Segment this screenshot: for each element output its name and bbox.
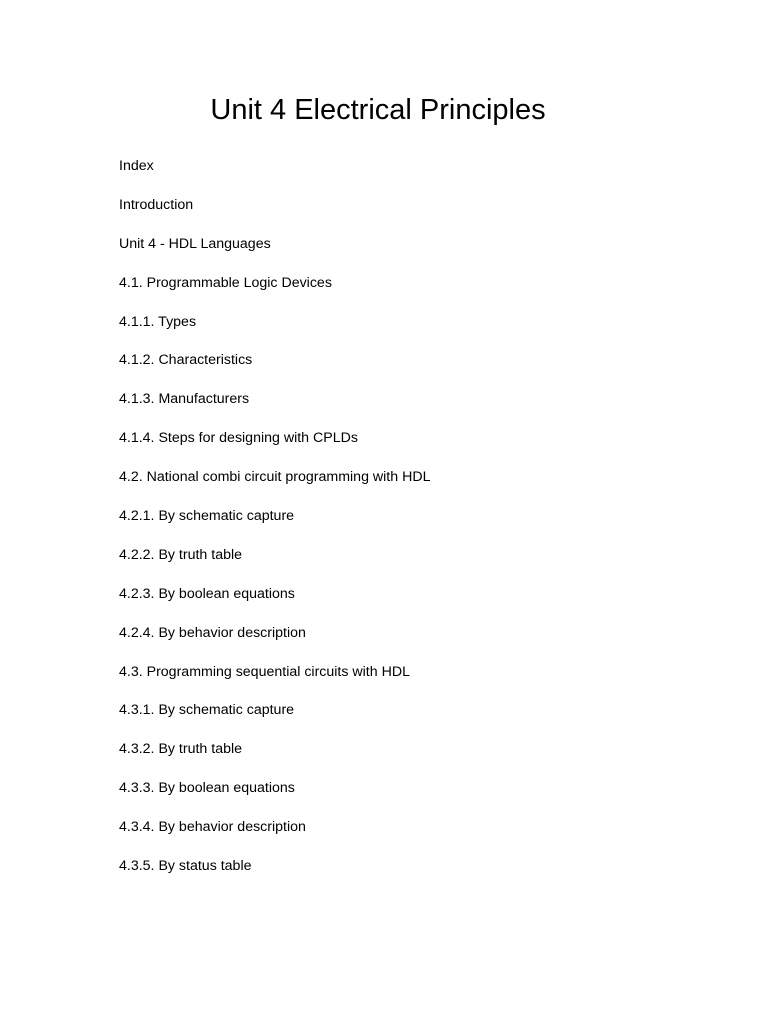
toc-item-4-1-4: 4.1.4. Steps for designing with CPLDs <box>119 430 358 447</box>
toc-item-4-3-1: 4.3.1. By schematic capture <box>119 702 295 719</box>
toc-item-4-1-3: 4.1.3. Manufacturers <box>119 391 250 408</box>
toc-item-4-1-1: 4.1.1. Types <box>119 313 197 330</box>
toc-item-introduction: Introduction <box>119 196 194 213</box>
toc-item-4-3-5: 4.3.5. By status table <box>119 858 252 875</box>
toc-item-4-2: 4.2. National combi circuit programming with HDL <box>119 469 431 486</box>
document-title: Unit 4 Electrical Principles <box>210 94 546 126</box>
toc-item-4-3-2: 4.3.2. By truth table <box>119 741 243 758</box>
toc-item-unit-4: Unit 4 - HDL Languages <box>119 235 271 252</box>
table-of-contents <box>119 157 430 896</box>
toc-item-4-2-3: 4.2.3. By boolean equations <box>119 585 295 602</box>
toc-item-4-2-1: 4.2.1. By schematic capture <box>119 508 295 525</box>
toc-item-4-1-2: 4.1.2. Characteristics <box>119 352 253 369</box>
toc-item-4-2-2: 4.2.2. By truth table <box>119 546 243 563</box>
toc-item-4-3: 4.3. Programming sequential circuits with HDL <box>119 663 410 680</box>
toc-item-index: Index <box>119 158 154 174</box>
toc-item-4-2-4: 4.2.4. By behavior description <box>119 624 306 641</box>
toc-item-4-3-3: 4.3.3. By boolean equations <box>119 780 295 797</box>
toc-item-4-1: 4.1. Programmable Logic Devices <box>119 274 332 291</box>
toc-item-4-3-4: 4.3.4. By behavior description <box>119 819 306 836</box>
